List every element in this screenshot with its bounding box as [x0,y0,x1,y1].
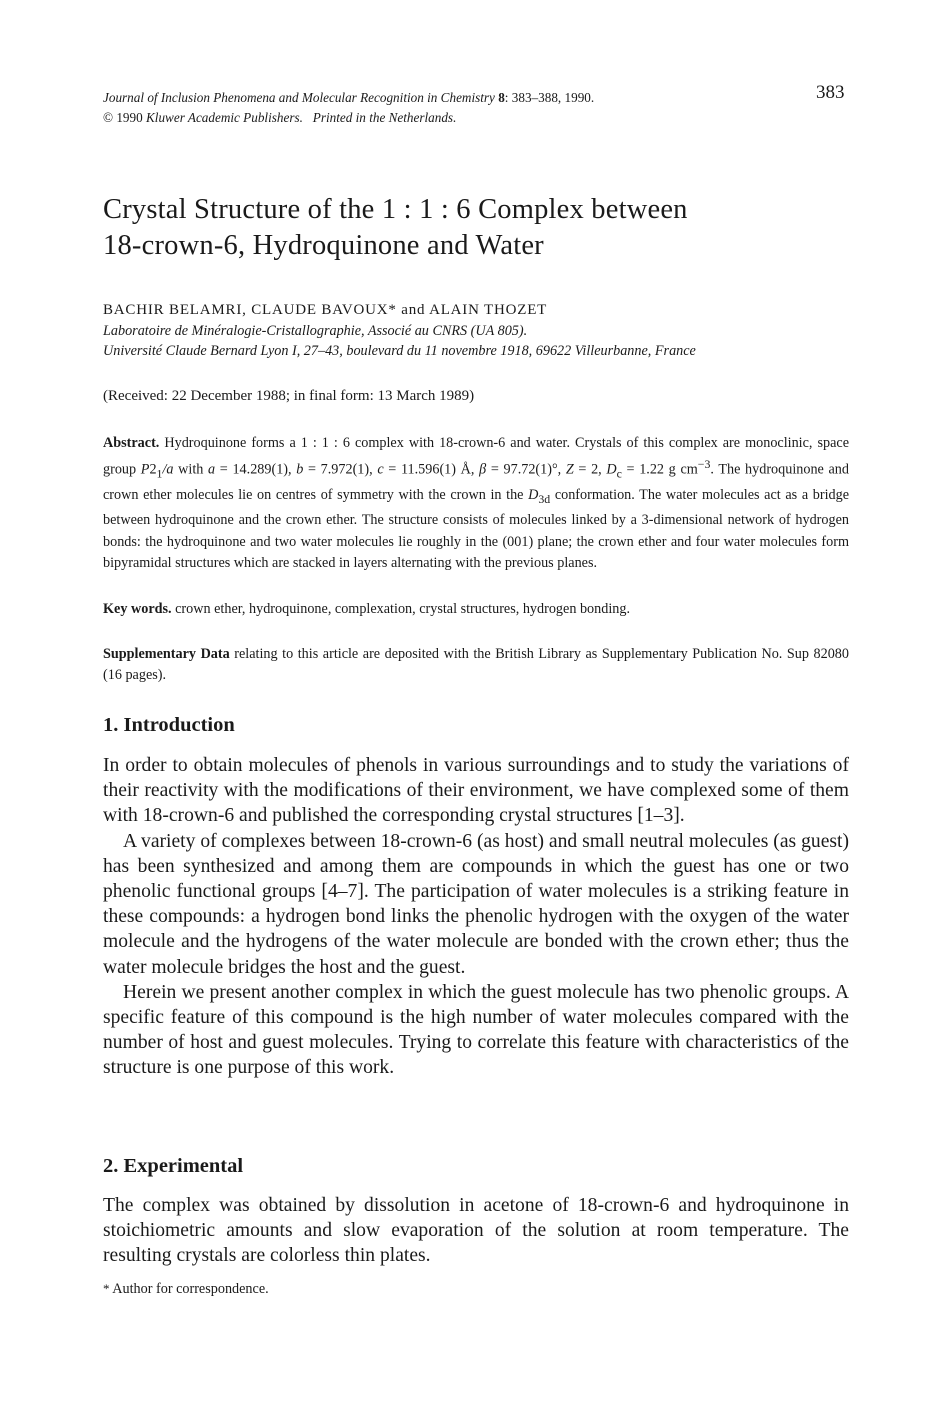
cell-a-symbol: a [208,462,216,479]
abstract-text-2: with [173,462,209,479]
abstract-label: Abstract. [103,435,160,451]
supplementary-label: Supplementary Data [103,646,230,662]
cell-c-value: = 11.596(1) Å, [383,462,480,479]
publisher-line: Kluwer Academic Publishers. Printed in the Netherlands. [146,110,457,125]
keywords [103,601,849,618]
space-group-2: 2 [149,462,157,479]
abstract-text-1: Hydroquinone forms a 1 : 1 : 6 complex with 18-crown-6 and water. Crystals of this complex are monoclinic, space group [103,435,849,479]
density-symbol: D [606,462,617,479]
density-unit-sup: −3 [697,457,711,472]
space-group-p: P [140,462,150,479]
experimental-body [103,1193,849,1269]
beta-symbol: β [479,462,487,479]
introduction-body [103,753,849,1081]
affiliation-line-2: Université Claude Bernard Lyon I, 27–43, boulevard du 11 novembre 1918, 69622 Villeurbanne, France [103,343,696,359]
space-group-a: /a [162,462,174,479]
journal-name: Journal of Inclusion Phenomena and Molecular Recognition in Chemistry [103,90,495,105]
section-heading-introduction: 1. Introduction [103,714,235,736]
authors: BACHIR BELAMRI, CLAUDE BAVOUX* and ALAIN THOZET [103,302,548,318]
section-heading-experimental: 2. Experimental [103,1155,244,1177]
received-dates: (Received: 22 December 1988; in final form: 13 March 1989) [103,388,475,404]
journal-header [103,88,743,128]
affiliation-line-1: Laboratoire de Minéralogie-Cristallographie, Associé au CNRS (UA 805). [103,323,528,339]
copyright-symbol: © [103,110,114,125]
paper-title [103,192,863,264]
space-group-sub: 1 [156,466,163,481]
density-value: = 1.22 g cm [621,462,698,479]
cell-b-symbol: b [296,462,304,479]
supplementary-text: relating to this article are deposited with the British Library as Supplementary Publication No. Sup 82080 (16 pages). [103,646,849,684]
journal-volume: 8 [498,90,505,105]
footnote [103,1281,269,1298]
beta-value: = 97.72(1)°, [486,462,566,479]
page-number: 383 [816,82,845,103]
journal-pages-year: : 383–388, 1990. [504,90,595,105]
experimental-paragraph-1: The complex was obtained by dissolution in acetone of 18-crown-6 and hydroquinone in stoichiometric amounts and slow evaporation of the solution at room temperature. The resulting crystals are colorless thin plates. [103,1195,849,1267]
d3d-sub: 3d [538,491,551,506]
cell-a-value: = 14.289(1), [215,462,297,479]
footnote-star: * [103,1281,110,1296]
footnote-text: Author for correspondence. [109,1281,269,1297]
z-symbol: Z [565,462,574,479]
intro-paragraph-2: A variety of complexes between 18-crown-6 (as host) and small neutral molecules (as guest) has been synthesized and among them are compounds in which the guest has one or two phenolic functional groups [4–7]. The participation of water molecules is a striking feature in these compounds: a hydrogen bond links the phenolic hydrogen with the oxygen of the water molecule and the hydrogens of the water molecule are bonded with the crown ether; thus the water molecule bridges the host and the guest. [103,830,849,978]
intro-paragraph-1: In order to obtain molecules of phenols in various surroundings and to study the variations of their reactivity with the modifications of their environment, we have complexed some of them with 18-crown-6 and published the corresponding crystal structures [1–3]. [103,755,849,827]
abstract-text-3: . The hydroquinone and crown ether molecules lie on centres of symmetry with the crown in the [103,462,849,504]
title-line-2: 18-crown-6, Hydroquinone and Water [103,230,544,261]
cell-b-value: = 7.972(1), [303,462,378,479]
abstract [103,433,849,574]
keywords-text: crown ether, hydroquinone, complexation, crystal structures, hydrogen bonding. [171,601,631,617]
cell-c-symbol: c [377,462,384,479]
copyright-year: 1990 [113,110,146,125]
keywords-label: Key words. [103,601,172,617]
density-sub: c [616,466,622,481]
d3d-symbol: D [528,487,539,504]
intro-paragraph-3: Herein we present another complex in which the guest molecule has two phenolic groups. A specific feature of this compound is the high number of water molecules compared with the number of host and guest molecules. Trying to correlate this feature with characteristics of the structure is one purpose of this work. [103,981,849,1079]
z-value: = 2, [573,462,607,479]
supplementary-data [103,644,849,687]
abstract-text-4: conformation. The water molecules act as a bridge between hydroquinone and the crown ether. The structure consists of molecules linked by a 3-dimensional network of hydrogen bonds: the hydroquinone and two water molecules lie roughly in the (001) plane; the crown ether and four water molecules form bipyramidal structures which are stacked in layers alternating with the previous planes. [103,487,849,571]
title-line-1: Crystal Structure of the 1 : 1 : 6 Complex between [103,194,688,225]
